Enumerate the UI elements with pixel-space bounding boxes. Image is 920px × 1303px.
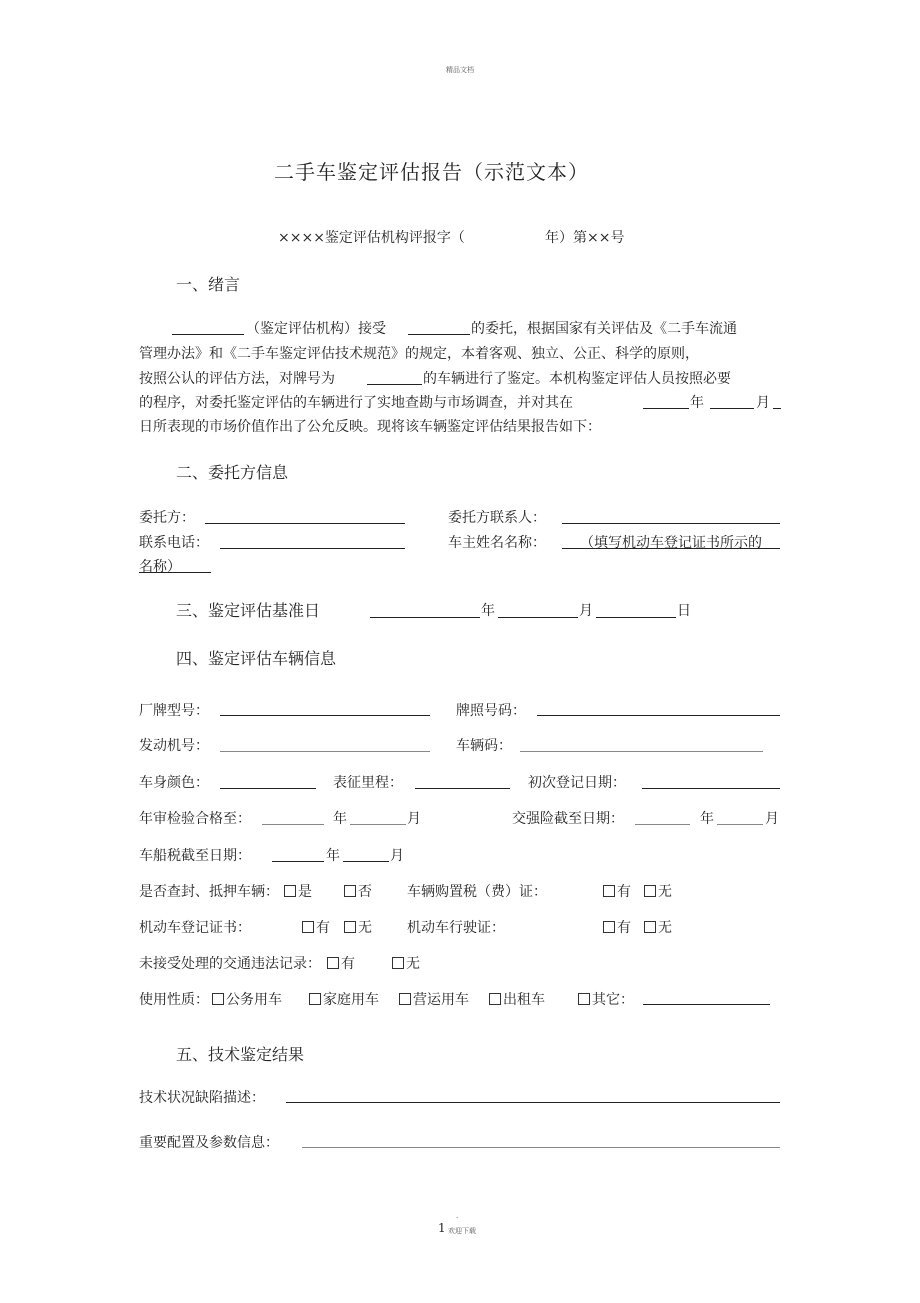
vessel-tax-year-field[interactable] [272,861,324,862]
purchase-tax-label: 车辆购置税（费）证： [407,884,547,900]
phone-label: 联系电话： [139,535,209,551]
checkbox-icon[interactable] [644,885,656,897]
usage-family-option[interactable] [309,989,379,1009]
plate-field[interactable] [537,715,780,716]
usage-other-option[interactable] [578,989,634,1009]
license-have-option[interactable] [603,917,631,937]
seized-mortgaged-label: 是否查封、抵押车辆： [139,884,279,900]
config-params-label: 重要配置及参数信息： [139,1135,279,1151]
insurance-expiry-label: 交强险截至日期： [512,811,624,827]
checkbox-icon[interactable] [302,921,314,933]
insurance-year-label: 年 [700,811,714,827]
document-title: 二手车鉴定评估报告（示范文本） [274,160,589,184]
header-watermark: 精品文档 [446,66,474,74]
license-none-option[interactable] [644,917,672,937]
owner-hint: （填写机动车登记证书所示的 [580,535,762,551]
violation-have-text: 有 [341,956,355,972]
footer-download-text: 欢迎下载 [448,1227,476,1235]
vessel-tax-year-label: 年 [326,848,340,864]
plate-label: 牌照号码： [456,703,526,719]
owner-hint-continued: 名称） [139,559,181,575]
brand-model-field[interactable] [220,715,430,716]
intro-month-label: 月 [756,395,770,411]
body-color-label: 车身颜色： [139,775,209,791]
vessel-tax-month-label: 月 [390,848,404,864]
owner-hint-underline [139,572,211,573]
purchase-tax-have-text: 有 [617,884,631,900]
violation-none-option[interactable] [392,953,420,973]
traffic-violation-label: 未接受处理的交通违法记录： [139,956,321,972]
base-date-month-field[interactable] [498,617,578,618]
engine-number-label: 发动机号： [139,738,209,754]
usage-official-text: 公务用车 [226,992,282,1008]
appraisal-agency-blank[interactable] [172,334,244,335]
first-registration-field[interactable] [642,788,780,789]
insurance-month-label: 月 [765,811,779,827]
defect-description-field[interactable] [286,1102,780,1103]
client-blank[interactable] [408,334,470,335]
report-number-suffix: 年）第××号 [545,230,625,246]
vessel-tax-label: 车船税截至日期： [139,848,251,864]
engine-number-field[interactable] [220,751,430,752]
checkbox-icon[interactable] [327,957,339,969]
purchase-tax-have-option[interactable] [603,881,631,901]
body-color-field[interactable] [220,788,316,789]
usage-type-label: 使用性质： [139,992,209,1008]
base-date-day-label: 日 [677,603,691,619]
usage-taxi-option[interactable] [489,989,545,1009]
intro-line4a: 的程序，对委托鉴定评估的车辆进行了实地查勘与市场调查，并对其在 [139,395,573,411]
intro-year-label: 年 [690,395,704,411]
section-1-heading: 一、绪言 [176,275,241,294]
reg-cert-none-text: 无 [358,920,372,936]
intro-line2: 管理办法》和《二手车鉴定评估技术规范》的规定，本着客观、独立、公正、科学的原则， [139,346,699,362]
registration-certificate-label: 机动车登记证书： [139,920,251,936]
checkbox-icon[interactable] [489,993,501,1005]
intro-line3b: 的车辆进行了鉴定。本机构鉴定评估人员按照必要 [423,371,731,387]
reg-cert-have-text: 有 [316,920,330,936]
owner-label: 车主姓名名称： [448,535,546,551]
license-none-text: 无 [658,920,672,936]
license-have-text: 有 [617,920,631,936]
intro-year-blank[interactable] [643,408,689,409]
client-field[interactable] [205,523,405,524]
intro-line1b: 的委托，根据国家有关评估及《二手车流通 [471,321,737,337]
inspection-year-label: 年 [333,811,347,827]
mileage-label: 表征里程： [333,775,403,791]
footer-dot: . [456,1212,459,1220]
reg-cert-have-option[interactable] [302,917,330,937]
config-params-field[interactable] [302,1147,780,1148]
mileage-field[interactable] [415,788,510,789]
base-date-day-field[interactable] [596,617,676,618]
insurance-month-field[interactable] [717,824,763,825]
section-2-heading: 二、委托方信息 [176,463,289,482]
purchase-tax-none-text: 无 [658,884,672,900]
base-date-year-label: 年 [481,603,495,619]
insurance-year-field[interactable] [635,824,690,825]
client-contact-label: 委托方联系人： [448,510,546,526]
usage-other-field[interactable] [643,1004,770,1005]
purchase-tax-none-option[interactable] [644,881,672,901]
checkbox-icon[interactable] [392,957,404,969]
checkbox-icon[interactable] [212,993,224,1005]
base-date-month-label: 月 [579,603,593,619]
checkbox-icon[interactable] [644,921,656,933]
usage-commercial-option[interactable] [399,989,469,1009]
vin-field[interactable] [520,751,763,752]
usage-family-text: 家庭用车 [323,992,379,1008]
checkbox-icon[interactable] [309,993,321,1005]
driving-license-label: 机动车行驶证： [407,920,505,936]
checkbox-icon[interactable] [399,993,411,1005]
vessel-tax-month-field[interactable] [343,861,389,862]
seized-no-option[interactable] [344,881,372,901]
usage-official-option[interactable] [212,989,282,1009]
brand-model-label: 厂牌型号： [139,703,209,719]
checkbox-icon[interactable] [603,921,615,933]
reg-cert-none-option[interactable] [344,917,372,937]
intro-line5: 日所表现的市场价值作出了公允反映。现将该车辆鉴定评估结果报告如下： [139,419,601,435]
defect-description-label: 技术状况缺陷描述： [139,1090,265,1106]
client-contact-field[interactable] [562,523,780,524]
section-5-heading: 五、技术鉴定结果 [176,1045,305,1064]
checkbox-icon[interactable] [344,921,356,933]
section-4-heading: 四、鉴定评估车辆信息 [176,649,337,668]
violation-none-text: 无 [406,956,420,972]
intro-month-blank[interactable] [710,408,754,409]
inspection-year-field[interactable] [262,824,324,825]
page-number: 1 [438,1221,446,1235]
checkbox-icon[interactable] [578,993,590,1005]
usage-taxi-text: 出租车 [503,992,545,1008]
vin-label: 车辆码： [456,738,512,754]
seized-no-text: 否 [358,884,372,900]
base-date-year-field[interactable] [370,617,480,618]
seized-yes-text: 是 [298,884,312,900]
section-3-heading: 三、鉴定评估基准日 [176,601,321,620]
inspection-month-field[interactable] [350,824,406,825]
report-number-prefix: ××××鉴定评估机构评报字（ [278,230,465,246]
first-registration-label: 初次登记日期： [528,775,626,791]
inspection-month-label: 月 [407,811,421,827]
usage-commercial-text: 营运用车 [413,992,469,1008]
plate-number-blank[interactable] [367,384,422,385]
checkbox-icon[interactable] [603,885,615,897]
intro-line3a: 按照公认的评估方法，对牌号为 [139,371,335,387]
checkbox-icon[interactable] [344,885,356,897]
inspection-valid-label: 年审检验合格至： [139,811,251,827]
violation-have-option[interactable] [327,953,355,973]
seized-yes-option[interactable] [284,881,312,901]
intro-day-blank[interactable] [773,408,781,409]
checkbox-icon[interactable] [284,885,296,897]
phone-field[interactable] [220,548,405,549]
client-label: 委托方： [139,510,195,526]
usage-other-text: 其它： [592,992,634,1008]
intro-line1a: （鉴定评估机构）接受 [246,321,386,337]
